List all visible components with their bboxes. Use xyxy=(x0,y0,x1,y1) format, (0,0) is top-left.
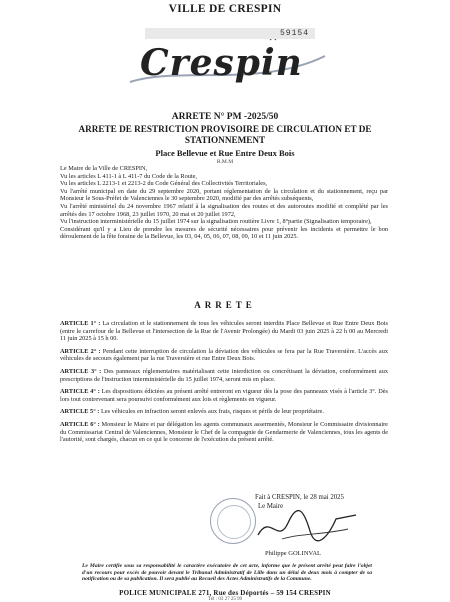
legal-footer-note: Le Maire certifie sous sa responsabilité le caractère exécutoire de cet acte, informe que le présent arrêté peut faire l'objet d'un recours pour excès de pouvoir devant le Tribunal Administratif de Lille dans un délai de deux mois à compter de sa notification ou de sa publication. Il sera publié au Recueil des Actes Administratifs de la Commune. xyxy=(82,563,372,583)
preamble xyxy=(60,165,388,241)
article xyxy=(60,388,388,403)
arrete-subtitle: Place Bellevue et Rue Entre Deux Bois xyxy=(155,148,295,158)
article-text: Monsieur le Maire et par délégation les agents communaux assermentés, Monsieur le Commissaire divisionnaire du Commissariat Central de Valenciennes, Monsieur le Chef de la compagnie de Gendarmerie de Valenciennes, tous les agents de l'autorité, sont chargés, chacun en ce qui le concerne de l'exécution du présent arrêté. xyxy=(60,420,388,444)
article-label: ARTICLE 6° : xyxy=(60,420,100,428)
article-label: ARTICLE 3° : xyxy=(60,367,102,375)
article-text: La circulation et le stationnement de tous les véhicules seront interdits Place Bellevue et Rue Entre Deux Bois (entre le carrefour de la Bellevue et l'intersection de la Rue de l'Avenir Prolongée) du Mardi 03 juin 2025 à 22 h 00 au Mercredi 11 juin 2025 à 15 h 00. xyxy=(60,320,389,343)
signatory-name: Philippe GOLINVAL xyxy=(265,550,322,557)
official-seal-icon xyxy=(210,498,256,544)
preamble-line: Vu l'arrêté ministériel du 24 novembre 1967 relatif à la signalisation des routes et des autoroutes modifié et complété par les arrêtés des 17 octobre 1968, 23 juillet 1970, 20 mai et 20 juillet 1972, xyxy=(60,202,388,218)
handwritten-signature-icon xyxy=(252,505,362,547)
preamble-line: Le Maire de la Ville de CRESPIN, xyxy=(60,165,148,172)
arrete-heading: ARRETE xyxy=(194,300,256,310)
footer-address: POLICE MUNICIPALE 271, Rue des Déportés – 59 154 CRESPIN xyxy=(119,589,331,597)
article-label: ARTICLE 4° : xyxy=(60,388,100,396)
logo-wordmark: Crespin xyxy=(140,42,303,84)
preamble-line: Vu les articles L 2213-1 et 2213-2 du Code Général des Collectivités Territoriales, xyxy=(60,180,268,188)
article-label: ARTICLE 2° : xyxy=(60,347,101,355)
arrete-small-ref: R.M.M xyxy=(216,159,234,165)
preamble-line: Vu l'arrêté municipal en date du 29 septembre 2020, portant réglementation de la circulation et du stationnement, reçu par Monsieur le Sous-Préfet de Valenciennes le 30 septembre 2020, modifié par des arrêtés subséquents, xyxy=(60,187,388,203)
preamble-line: Considérant qu'il y a Lieu de prendre les mesures de sécurité nécessaires pour prévenir les incidents et permettre le bon déroulement de la fête foraine de la Bellevue, les 03, 04, 05, 06, 07, 08, 09, 10 et 11 juin 2025. xyxy=(60,225,388,241)
article-label: ARTICLE 5° : xyxy=(60,408,100,416)
article xyxy=(60,348,388,363)
article-text: Pendant cette interruption de circulation la déviation des véhicules se fera par la Rue Traversière. L'accès aux véhicules de secours également par la rue Traversière et rue Entre Deux Bois. xyxy=(60,347,389,363)
article-label: ARTICLE 1° : xyxy=(60,320,101,327)
article-text: Les dispositions édictées au présent arrêté entreront en vigueur dès la pose des panneaux visés à l'article 3°. Dès lors tout contrevenant sera poursuivi conformément aux lois et règlements en vigueur. xyxy=(60,388,388,403)
article-text: Les véhicules en infraction seront enlevés aux frais, risques et périls de leur propriétaire. xyxy=(100,408,324,416)
article xyxy=(60,421,388,444)
preamble-line: Vu les articles L 411-1 à L 411-7 du Code de la Route, xyxy=(60,172,198,180)
preamble-line: Vu l'instruction interministérielle du 15 juillet 1974 sur la signalisation routière Livre 1, 8°partie (Signalisation temporaire), xyxy=(60,218,372,226)
article xyxy=(60,368,388,383)
articles xyxy=(60,320,388,449)
article xyxy=(60,408,388,416)
footer-telephone: Tél : 03 27 25 99 xyxy=(207,597,243,602)
arrete-number: ARRETE N° PM -2025/50 xyxy=(171,112,279,122)
reference-strip: 59154 xyxy=(145,28,315,39)
town-title: VILLE DE CRESPIN xyxy=(168,3,282,15)
article-text: Des panneaux réglementaires matérialisant cette interdiction ou concrétisant la déviation, conformément aux prescriptions de l'instruction interministérielle du 15 juillet 1974, seront mis en place. xyxy=(60,367,389,383)
arrete-title: ARRETE DE RESTRICTION PROVISOIRE DE CIRCULATION ET DE STATIONNEMENT xyxy=(78,124,372,145)
article xyxy=(60,320,388,343)
signature-place-date: Fait à CRESPIN, le 28 mai 2025 xyxy=(255,494,344,501)
signature-role: Le Maire xyxy=(258,503,284,510)
